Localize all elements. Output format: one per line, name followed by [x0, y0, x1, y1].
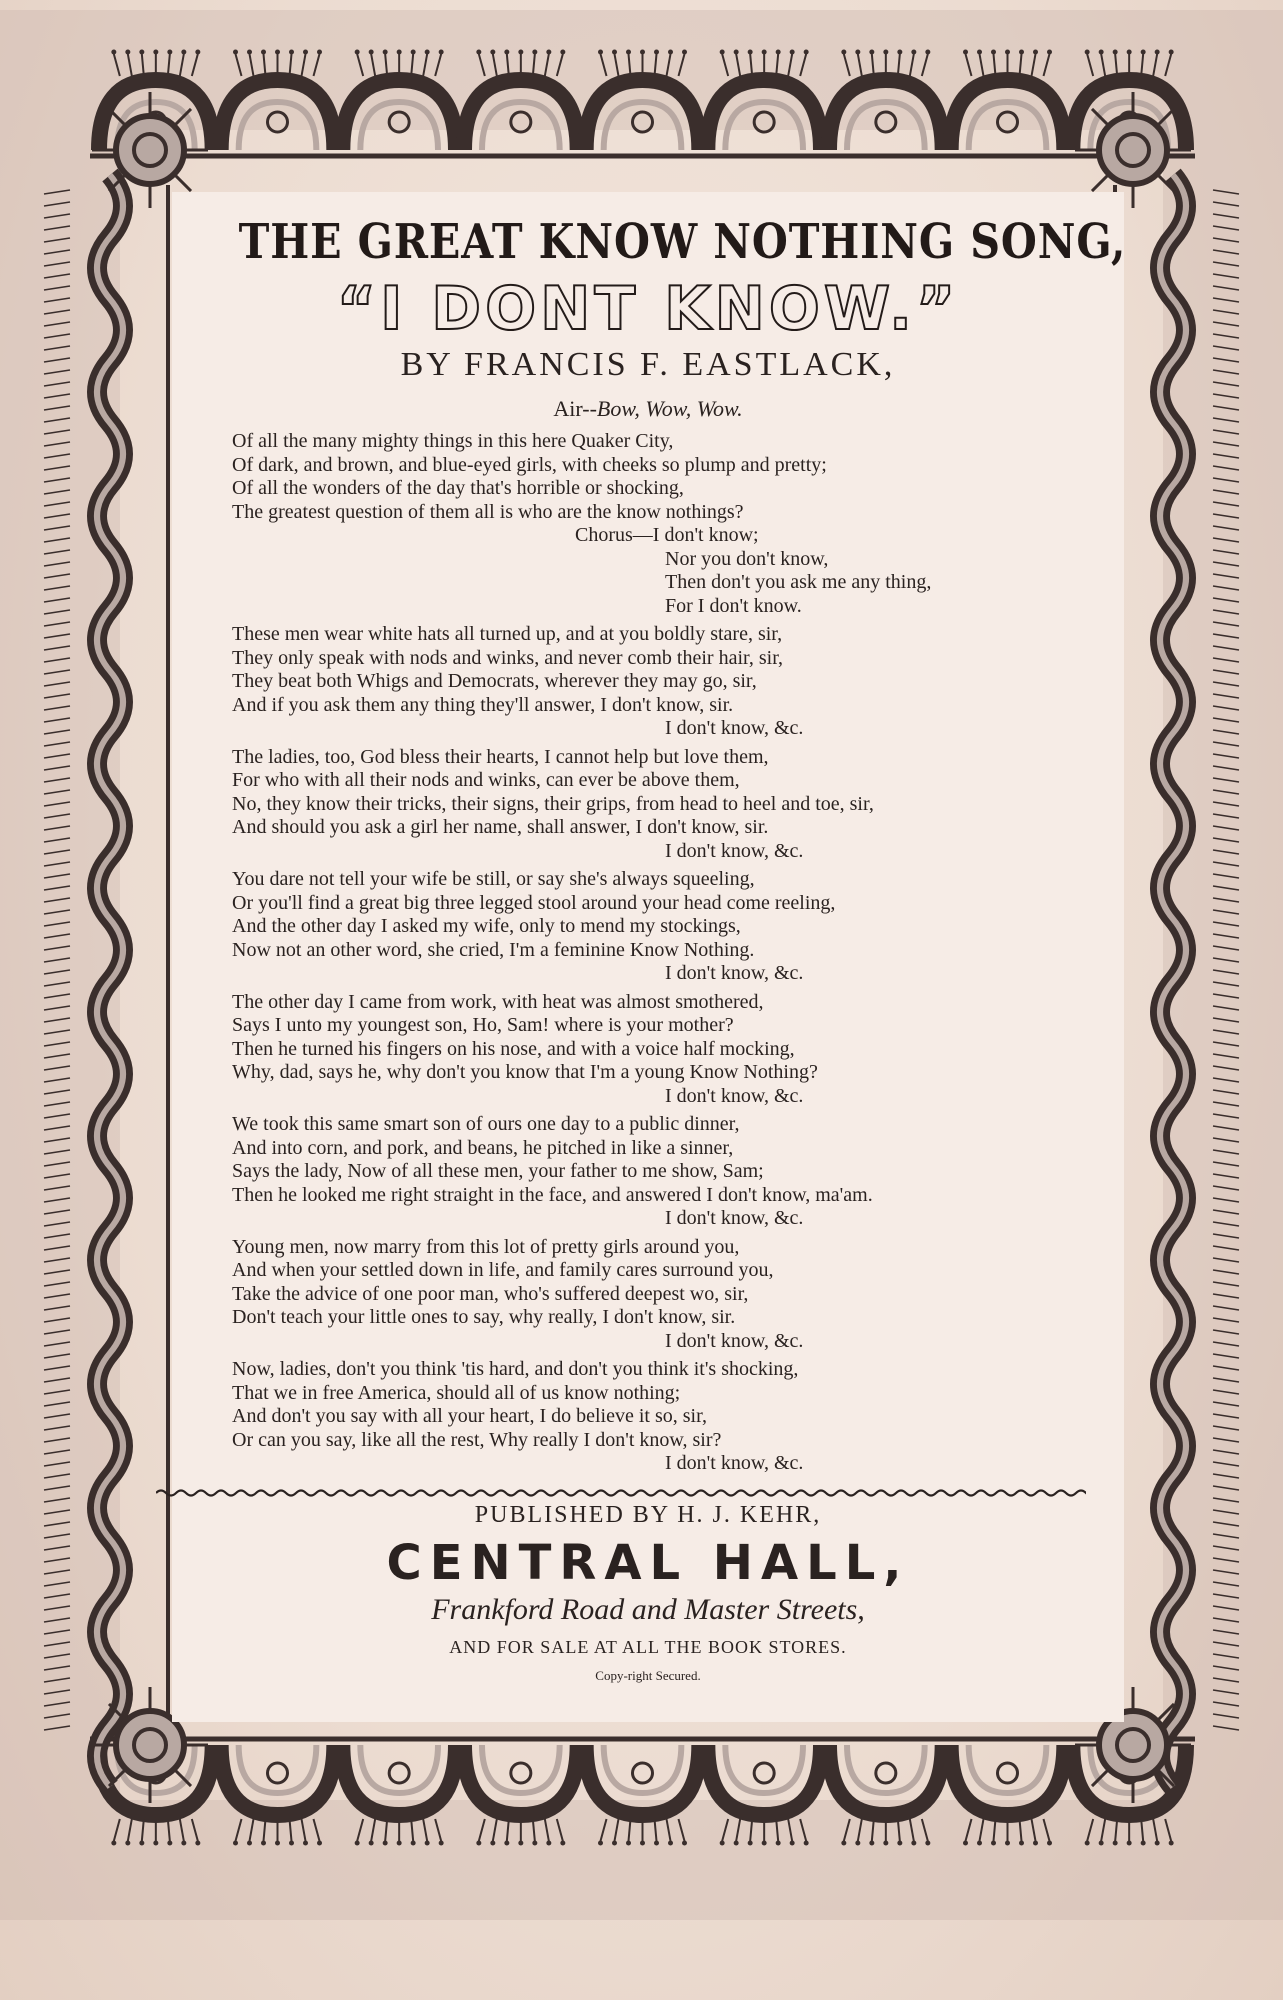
air-label: Air-- [553, 396, 597, 421]
refrain-line: I don't know, &c. [665, 1207, 804, 1229]
lyric-line: For who with all their nods and winks, can ever be above them, [232, 769, 740, 791]
lyric-line: No, they know their tricks, their signs, their grips, from head to heel and toe, sir, [232, 792, 874, 815]
stanza-8 [232, 1358, 1124, 1476]
refrain-line: I don't know, &c. [665, 717, 804, 739]
refrain-line: I don't know, &c. [665, 1329, 804, 1352]
lyric-line: The other day I came from work, with heat was almost smothered, [232, 990, 764, 1013]
published-by: PUBLISHED BY H. J. KEHR, [474, 1502, 822, 1528]
chorus-line: Chorus—I don't know; [575, 524, 759, 546]
lyric-line: Says the lady, Now of all these men, your father to me show, Sam; [232, 1160, 764, 1182]
lyric-line: Now not an other word, she cried, I'm a feminine Know Nothing. [232, 938, 755, 961]
lyric-line: They beat both Whigs and Democrats, wherever they may go, sir, [232, 670, 757, 692]
lyric-line: Then he looked me right straight in the face, and answered I don't know, ma'am. [232, 1183, 873, 1206]
lyric-line: That we in free America, should all of us know nothing; [232, 1381, 681, 1404]
refrain-line: I don't know, &c. [665, 1084, 804, 1107]
lyric-line: Why, dad, says he, why don't you know that I'm a young Know Nothing? [232, 1061, 818, 1083]
lyric-line: The greatest question of them all is who are the know nothings? [232, 500, 744, 523]
lyric-line: Take the advice of one poor man, who's suffered deepest wo, sir, [232, 1282, 749, 1305]
lyric-line: Of all the wonders of the day that's horrible or shocking, [232, 477, 684, 499]
lyric-line: The ladies, too, God bless their hearts, I cannot help but love them, [232, 745, 769, 768]
stanza-4 [232, 868, 1124, 986]
sale-notice: AND FOR SALE AT ALL THE BOOK STORES. [449, 1637, 847, 1657]
lyric-line: We took this same smart son of ours one day to a public dinner, [232, 1113, 740, 1135]
lyric-line: Says I unto my youngest son, Ho, Sam! where is your mother? [232, 1014, 734, 1036]
lyric-line: And into corn, and pork, and beans, he pitched in like a sinner, [232, 1136, 734, 1159]
stanza-5 [232, 991, 1124, 1109]
refrain-line: I don't know, &c. [665, 1452, 804, 1474]
lyric-line: Don't teach your little ones to say, why really, I don't know, sir. [232, 1306, 736, 1328]
stanza-1 [232, 430, 1124, 618]
stanza-7 [232, 1236, 1124, 1354]
lyric-line: Of all the many mighty things in this here Quaker City, [232, 430, 674, 452]
chorus-line: Then don't you ask me any thing, [665, 571, 932, 593]
lyric-line: And when your settled down in life, and family cares surround you, [232, 1259, 774, 1281]
lyric-line: These men wear white hats all turned up, and at you boldly stare, sir, [232, 623, 783, 645]
lyric-line: Or you'll find a great big three legged stool around your head come reeling, [232, 891, 836, 914]
lyric-line: Of dark, and brown, and blue-eyed girls, with cheeks so plump and pretty; [232, 453, 827, 476]
lyric-line: And if you ask them any thing they'll answer, I don't know, sir. [232, 693, 734, 716]
refrain-line: I don't know, &c. [665, 962, 804, 984]
venue-name: CENTRAL HALL, [386, 1535, 910, 1591]
song-subtitle: “I DONT KNOW.” [336, 274, 960, 344]
stanza-2 [232, 623, 1124, 741]
lyric-line: They only speak with nods and winks, and never comb their hair, sir, [232, 646, 784, 669]
song-title: THE GREAT KNOW NOTHING SONG, [238, 214, 1127, 270]
lyric-line: Now, ladies, don't you think 'tis hard, and don't you think it's shocking, [232, 1358, 799, 1380]
wavy-divider [156, 1488, 1086, 1498]
lyric-line: Then he turned his fingers on his nose, and with a voice half mocking, [232, 1037, 795, 1060]
lyric-line: Young men, now marry from this lot of pretty girls around you, [232, 1235, 740, 1258]
lyric-line: And should you ask a girl her name, shall answer, I don't know, sir. [232, 816, 769, 838]
lyric-line: And the other day I asked my wife, only to mend my stockings, [232, 915, 741, 937]
air-line [172, 396, 1124, 422]
venue-address: Frankford Road and Master Streets, [431, 1593, 865, 1626]
chorus-line: Nor you don't know, [665, 547, 829, 570]
lyric-line: And don't you say with all your heart, I do believe it so, sir, [232, 1405, 707, 1427]
author-byline: BY FRANCIS F. EASTLACK, [400, 346, 896, 383]
stanza-3 [232, 746, 1124, 864]
stanza-6 [232, 1113, 1124, 1231]
publisher-block [172, 1502, 1124, 1684]
air-tune: Bow, Wow, Wow. [596, 396, 743, 421]
lyric-line: Or can you say, like all the rest, Why really I don't know, sir? [232, 1428, 722, 1451]
chorus-line: For I don't know. [665, 594, 802, 617]
song-lyrics [232, 430, 1124, 1476]
refrain-line: I don't know, &c. [665, 839, 804, 862]
copyright-notice: Copy-right Secured. [595, 1668, 701, 1683]
lyric-line: You dare not tell your wife be still, or say she's always squeeling, [232, 868, 755, 890]
song-sheet [172, 200, 1127, 1481]
